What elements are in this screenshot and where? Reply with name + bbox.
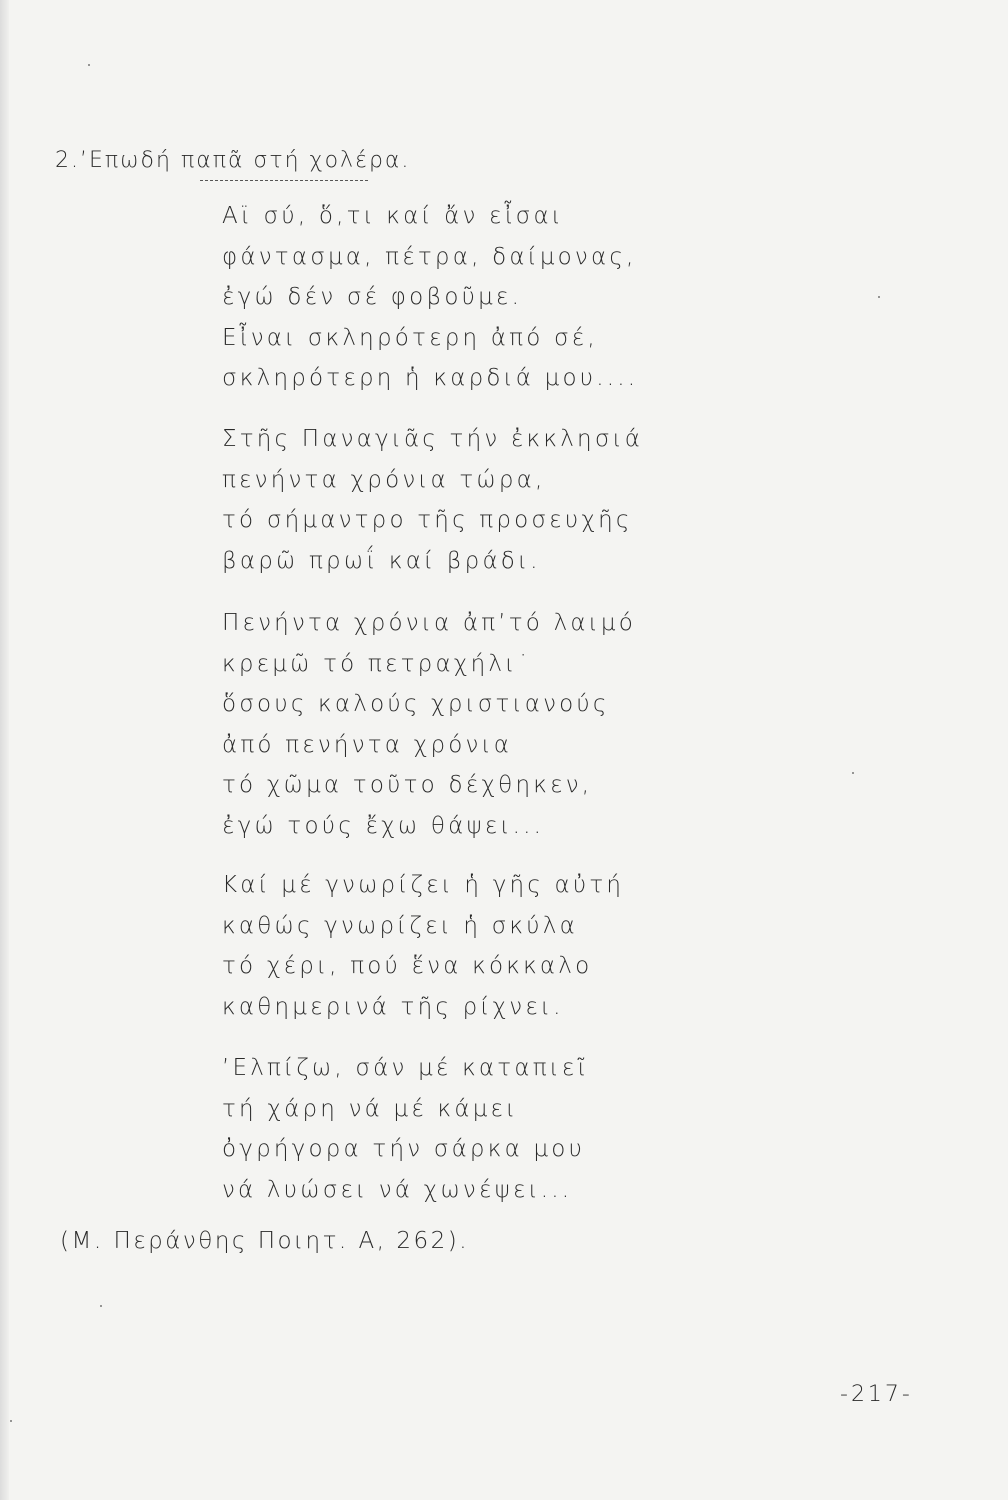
paper-speck bbox=[100, 1305, 102, 1307]
page-edge-shadow bbox=[0, 0, 9, 1500]
poem-line: τό σήμαντρο τῆς προσευχῆς bbox=[222, 507, 633, 533]
stanza-2 bbox=[222, 419, 643, 581]
stanza-3 bbox=[222, 603, 636, 846]
poem-line: ἐγώ τούς ἔχω θάψει... bbox=[222, 812, 545, 839]
poem-line: τή χάρη νά μέ κάμει bbox=[222, 1095, 519, 1122]
poem-line: καθώς γνωρίζει ἡ σκύλα bbox=[222, 912, 578, 939]
poem-line: κρεμῶ τό πετραχήλι˙ bbox=[222, 650, 533, 677]
poem-line: Αϊ σύ, ὅ,τι καί ἄν εἶσαι bbox=[222, 203, 564, 229]
poem-line: Εἶναι σκληρότερη ἀπό σέ, bbox=[222, 324, 598, 351]
poem-line: Καί μέ γνωρίζει ἡ γῆς αὐτή bbox=[222, 872, 625, 898]
poem-line: ὀγρήγορα τήν σάρκα μου bbox=[222, 1136, 586, 1162]
poem-line: ’Ελπίζω, σάν μέ καταπιεῖ bbox=[222, 1055, 589, 1081]
poem-line: βαρῶ πρωΐ καί βράδι. bbox=[222, 547, 541, 574]
paper-speck bbox=[878, 296, 880, 298]
poem-line: ὅσους καλούς χριστιανούς bbox=[222, 691, 610, 717]
poem-line: τό χέρι, πού ἕνα κόκκαλο bbox=[222, 953, 593, 979]
section-heading: 2.’Επωδή παπᾶ στή χολέρα. bbox=[55, 148, 411, 173]
paper-speck bbox=[852, 772, 854, 774]
heading-underline bbox=[200, 180, 368, 182]
stanza-5 bbox=[222, 1048, 588, 1210]
paper-speck bbox=[88, 64, 90, 66]
poem-line: πενήντα χρόνια τώρα, bbox=[222, 466, 546, 493]
poem-line: σκληρότερη ἡ καρδιά μου.... bbox=[222, 365, 639, 391]
poem-line: Πενήντα χρόνια ἀπ’τό λαιμό bbox=[222, 610, 636, 636]
poem-line: ἀπό πενήντα χρόνια bbox=[222, 731, 513, 758]
stanza-1 bbox=[222, 196, 638, 399]
page-number: -217- bbox=[840, 1382, 913, 1407]
poem-line: τό χῶμα τοῦτο δέχθηκεν, bbox=[222, 772, 593, 798]
source-citation: (Μ. Περάνθης Ποιητ. Α, 262). bbox=[60, 1228, 470, 1254]
poem-line: νά λυώσει νά χωνέψει... bbox=[222, 1176, 573, 1203]
poem-line: καθημερινά τῆς ρίχνει. bbox=[222, 993, 564, 1020]
paper-speck bbox=[10, 1420, 12, 1422]
poem-line: ἐγώ δέν σέ φοβοῦμε. bbox=[222, 284, 523, 310]
poem-line: φάντασμα, πέτρα, δαίμονας, bbox=[222, 243, 637, 270]
poem-line: Στῆς Παναγιᾶς τήν ἐκκλησιά bbox=[222, 426, 644, 452]
stanza-4 bbox=[222, 865, 624, 1027]
